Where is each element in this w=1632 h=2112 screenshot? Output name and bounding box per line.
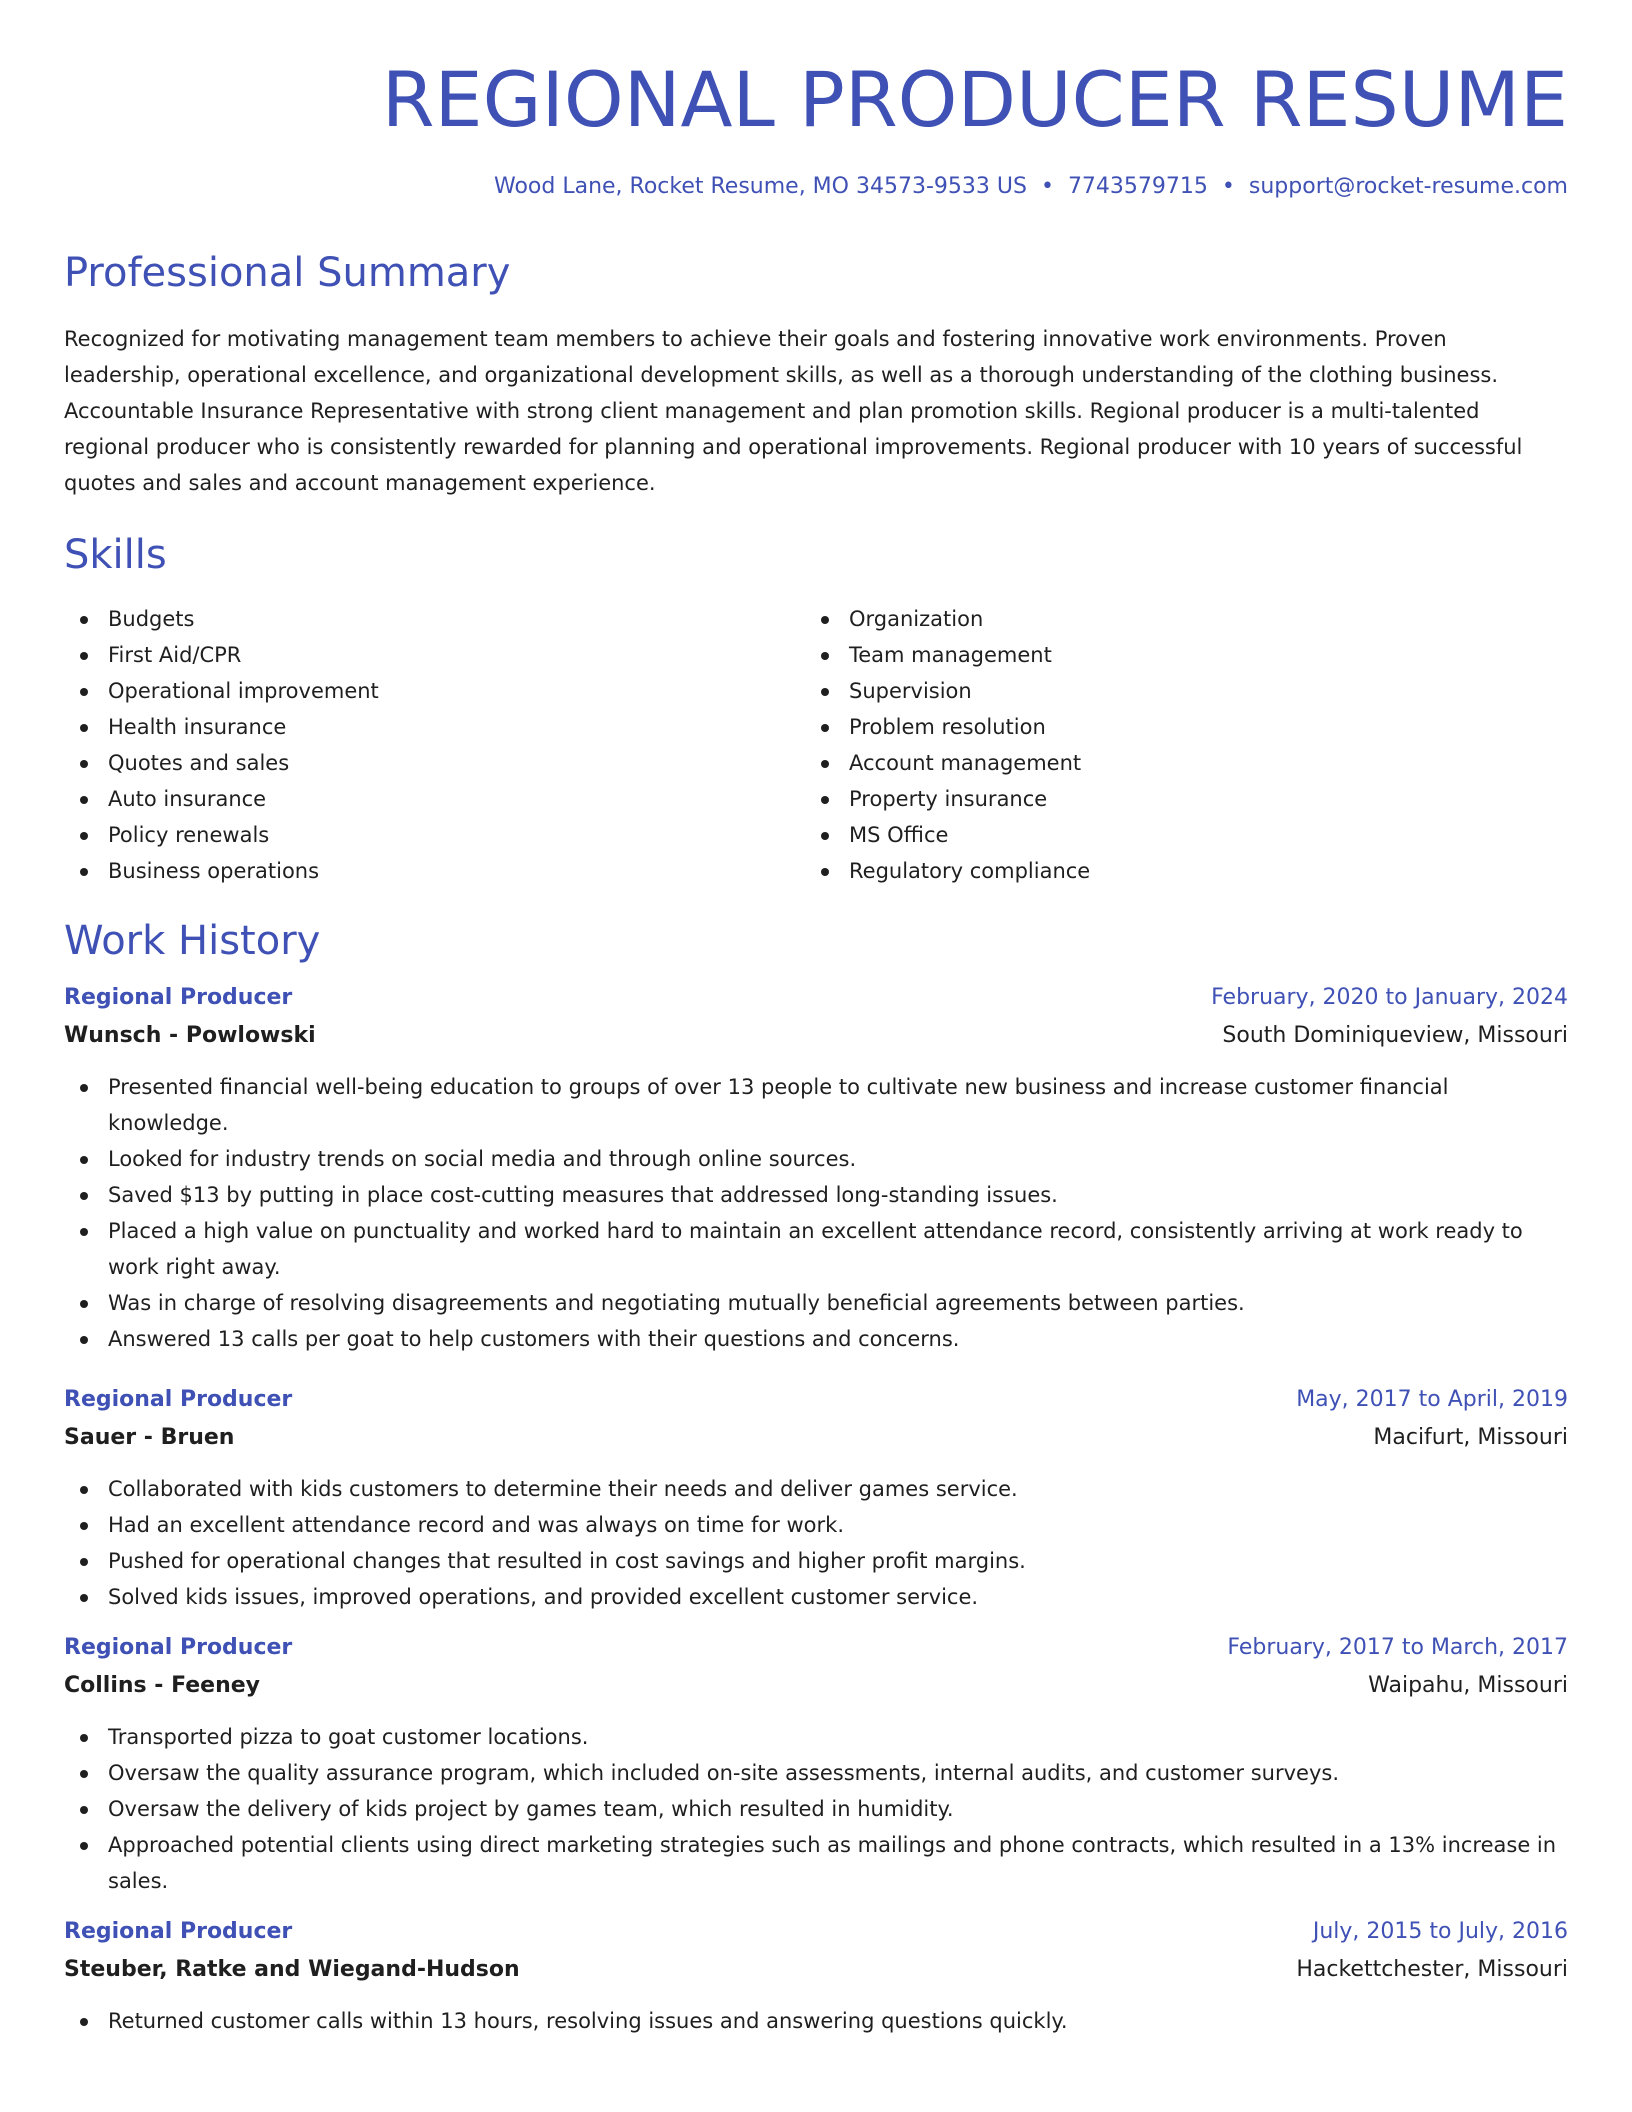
duty-text: Was in charge of resolving disagreements and negotiating mutually beneficial agreements between parties. [108,1291,1245,1315]
bullet-icon [80,868,88,876]
job-subheader [64,1419,1568,1457]
duty-item [64,1069,1568,1141]
job-entry [64,1381,1568,1615]
skills-column-right [805,601,1546,889]
duty-item [64,2003,1568,2039]
duty-item [64,1827,1568,1899]
skill-label: Supervision [849,679,972,703]
job-header [64,1629,1568,1667]
skill-item [64,673,805,709]
job-location: South Dominiqueview, Missouri [1222,1023,1568,1048]
bullet-icon [80,1842,88,1850]
job-title: Regional Producer [64,1635,293,1660]
job-duties [64,2003,1568,2039]
bullet-icon [80,652,88,660]
skills-column-left [64,601,805,889]
bullet-icon [821,652,829,660]
bullet-icon [821,868,829,876]
skill-label: Quotes and sales [108,751,290,775]
bullet-icon [80,2018,88,2026]
skill-item [64,601,805,637]
skill-item [64,709,805,745]
bullet-icon [80,1594,88,1602]
skill-item [805,601,1546,637]
bullet-icon [80,688,88,696]
work-history-heading: Work History [64,918,321,964]
duty-text: Transported pizza to goat customer locations. [108,1725,589,1749]
job-entry [64,1629,1568,1899]
job-company: Collins - Feeney [64,1673,260,1698]
bullet-icon [80,1336,88,1344]
bullet-icon [80,1806,88,1814]
bullet-icon [80,724,88,732]
job-duties [64,1471,1568,1615]
duty-text: Had an excellent attendance record and was always on time for work. [108,1513,845,1537]
bullet-icon [821,616,829,624]
duty-item [64,1755,1568,1791]
skill-item [805,817,1546,853]
job-title: Regional Producer [64,1919,293,1944]
skill-label: Account management [849,751,1082,775]
skill-label: Health insurance [108,715,287,739]
duty-text: Returned customer calls within 13 hours, resolving issues and answering questions quickly. [108,2009,1068,2033]
skill-item [805,709,1546,745]
job-title: Regional Producer [64,1387,293,1412]
skill-label: Auto insurance [108,787,267,811]
separator-dot: • [1221,174,1235,199]
bullet-icon [80,1192,88,1200]
summary-heading: Professional Summary [64,250,511,296]
contact-address: Wood Lane, Rocket Resume, MO 34573-9533 US [493,174,1027,199]
job-subheader [64,1951,1568,1989]
job-company: Wunsch - Powlowski [64,1023,316,1048]
duty-text: Saved $13 by putting in place cost-cutting measures that addressed long-standing issues. [108,1183,1058,1207]
skill-label: Business operations [108,859,320,883]
duty-item [64,1791,1568,1827]
duty-item [64,1141,1568,1177]
job-dates: July, 2015 to July, 2016 [1312,1919,1568,1944]
skill-label: Budgets [108,607,195,631]
bullet-icon [80,1558,88,1566]
job-dates: February, 2017 to March, 2017 [1227,1635,1568,1660]
job-entry [64,1913,1568,2039]
skill-label: MS Office [849,823,949,847]
duty-text: Looked for industry trends on social media and through online sources. [108,1147,857,1171]
bullet-icon [80,1770,88,1778]
contact-phone: 7743579715 [1067,174,1208,199]
job-dates: February, 2020 to January, 2024 [1211,985,1568,1010]
job-title: Regional Producer [64,985,293,1010]
duty-text: Solved kids issues, improved operations, and provided excellent customer service. [108,1585,979,1609]
bullet-icon [80,1522,88,1530]
bullet-icon [821,796,829,804]
skill-item [805,781,1546,817]
skill-label: Team management [849,643,1052,667]
bullet-icon [821,760,829,768]
duty-item [64,1285,1568,1321]
duty-item [64,1579,1568,1615]
job-subheader [64,1667,1568,1705]
job-dates: May, 2017 to April, 2019 [1296,1387,1568,1412]
skill-item [805,673,1546,709]
contact-line [64,174,1568,199]
skill-item [64,853,805,889]
job-header [64,1381,1568,1419]
job-location: Hackettchester, Missouri [1296,1957,1568,1982]
bullet-icon [80,796,88,804]
duty-text: Approached potential clients using direct marketing strategies such as mailings and phone contracts, which resulted in a 13% increase in sales. [108,1833,1557,1893]
job-subheader [64,1017,1568,1055]
skill-item [64,745,805,781]
job-duties [64,1069,1568,1357]
skill-item [805,745,1546,781]
skills-heading: Skills [64,532,167,578]
skill-label: Problem resolution [849,715,1046,739]
contact-email[interactable]: support@rocket-resume.com [1248,174,1568,199]
duty-item [64,1471,1568,1507]
bullet-icon [821,724,829,732]
bullet-icon [80,1228,88,1236]
bullet-icon [80,1486,88,1494]
duty-text: Pushed for operational changes that resulted in cost savings and higher profit margins. [108,1549,1026,1573]
summary-text: Recognized for motivating management team members to achieve their goals and fostering innovative work environments. Proven leadership, operational excellence, and organizational development skills, as well as a thorough understanding of the clothing business. Accountable Insurance Representative with strong client management and plan promotion skills. Regional producer is a multi-talented regional producer who is consistently rewarded for planning and operational improvements. Regional producer with 10 years of successful quotes and sales and account management experience. [64,327,1523,495]
skill-label: Property insurance [849,787,1048,811]
duty-item [64,1719,1568,1755]
skill-item [64,637,805,673]
bullet-icon [80,760,88,768]
separator-dot: • [1040,174,1054,199]
duty-item [64,1321,1568,1357]
job-location: Macifurt, Missouri [1373,1425,1568,1450]
job-location: Waipahu, Missouri [1368,1673,1568,1698]
job-header [64,979,1568,1017]
skill-label: Organization [849,607,984,631]
skill-label: Regulatory compliance [849,859,1091,883]
skill-item [805,637,1546,673]
skill-item [64,781,805,817]
skill-item [805,853,1546,889]
bullet-icon [80,832,88,840]
bullet-icon [821,688,829,696]
resume-title: REGIONAL PRODUCER RESUME [381,55,1568,144]
duty-text: Placed a high value on punctuality and worked hard to maintain an excellent attendance record, consistently arriving at work ready to work right away. [108,1219,1523,1279]
skill-item [64,817,805,853]
job-entry [64,979,1568,1357]
duty-item [64,1543,1568,1579]
bullet-icon [821,832,829,840]
bullet-icon [80,1084,88,1092]
skill-label: First Aid/CPR [108,643,242,667]
job-header [64,1913,1568,1951]
duty-text: Oversaw the quality assurance program, which included on-site assessments, internal audits, and customer surveys. [108,1761,1340,1785]
bullet-icon [80,1300,88,1308]
bullet-icon [80,1734,88,1742]
duty-item [64,1507,1568,1543]
bullet-icon [80,616,88,624]
job-company: Sauer - Bruen [64,1425,235,1450]
duty-item [64,1213,1568,1285]
duty-text: Oversaw the delivery of kids project by games team, which resulted in humidity. [108,1797,954,1821]
duty-text: Collaborated with kids customers to determine their needs and deliver games service. [108,1477,1018,1501]
skill-label: Operational improvement [108,679,379,703]
job-company: Steuber, Ratke and Wiegand-Hudson [64,1957,520,1982]
duty-text: Presented financial well-being education to groups of over 13 people to cultivate new business and increase customer financial knowledge. [108,1075,1449,1135]
skill-label: Policy renewals [108,823,270,847]
skills-list [64,601,1568,889]
job-duties [64,1719,1568,1899]
duty-item [64,1177,1568,1213]
duty-text: Answered 13 calls per goat to help customers with their questions and concerns. [108,1327,960,1351]
bullet-icon [80,1156,88,1164]
